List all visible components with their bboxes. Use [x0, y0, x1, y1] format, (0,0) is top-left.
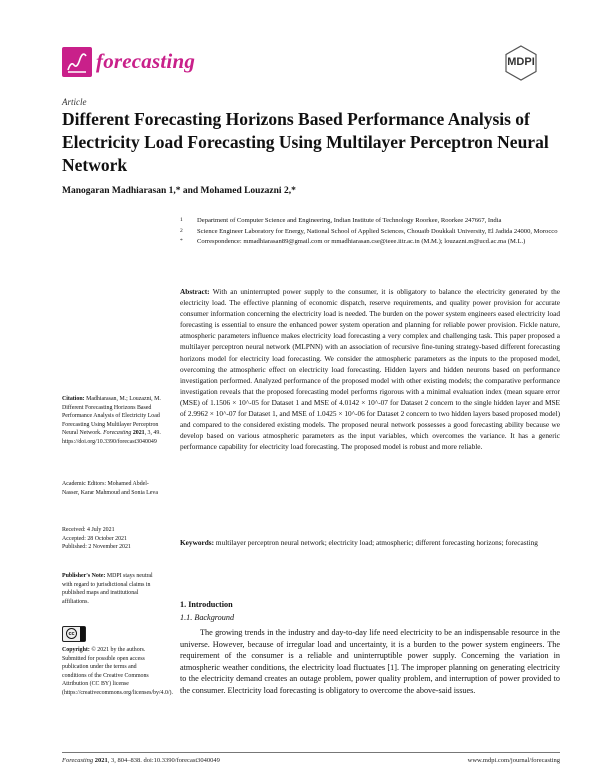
citation-text: Madhiarasan, M.; Louzazni, M. Different Forecasting Horizons Based Performance Analysis of Electricity Load Forecasting Using Multilayer Perceptron Neural Network.: [62, 396, 161, 437]
footer-url[interactable]: www.mdpi.com/journal/forecasting: [467, 757, 560, 764]
copyright-block: [62, 646, 173, 698]
section-heading: 1. Introduction: [180, 600, 233, 609]
copyright-text: © 2021 by the authors. Submitted for possible open access publication under the terms and conditions of the Creative Commons Attribution (CC BY) license (https://creativecommons.org/licenses/by/4.0/).: [62, 647, 173, 696]
received-date: Received: 4 July 2021: [62, 527, 115, 533]
correspondence-text[interactable]: Correspondence: mmadhiarasan89@gmail.com or mmadhiarasan.cse@ieee.iitr.ac.in (M.M.); louzazni.m@ucd.ac.ma (M.L.): [197, 238, 526, 245]
affiliation-item: [180, 216, 560, 226]
affiliation-text: Science Engineer Laboratory for Energy, National School of Applied Sciences, Chouaib Doukkali University, El Jadida 24000, Morocco: [197, 227, 558, 235]
dates-block: [62, 526, 162, 552]
academic-editors: [62, 480, 162, 497]
mdpi-logo[interactable]: [502, 44, 540, 82]
affiliations: [180, 216, 560, 247]
citation-year: 2021: [132, 430, 145, 437]
article-type-label: Article: [62, 97, 87, 107]
accepted-date: Accepted: 28 October 2021: [62, 535, 127, 542]
editors-label: Academic Editors:: [62, 481, 107, 487]
cc-mark: cc: [66, 628, 77, 639]
journal-logo-icon: [62, 47, 92, 77]
mdpi-logo-text: MDPI: [507, 56, 535, 68]
footer-citation: [62, 757, 220, 764]
citation-doi[interactable]: , 3, 49. https://doi.org/10.3390/forecast3040049: [62, 430, 161, 445]
affiliation-text: Department of Computer Science and Engineering, Indian Institute of Technology Roorkee, Roorkee 247667, India: [197, 217, 502, 224]
intro-paragraph: The growing trends in the industry and day-to-day life need electricity to be an indispensable resource in the universe. However, because of irregular load and uncertainty, it is a burden to the power system engineers. The requirement of the consumer is a reliable and uninterruptible power supply. Concerning the variation in atmospheric weather conditions, the electricity load fluctuates [1]. The improper planning on generating electricity to the electricity demand creates an outage problem, power quality problem, and interruption of power provided to the consumer. Electricity load forecasting is obligatory to overcome the above-said issues.: [180, 628, 560, 695]
cc-license-icon[interactable]: [62, 626, 86, 642]
publisher-note: [62, 572, 162, 606]
affiliation-item: [180, 227, 560, 237]
keywords: [180, 537, 560, 548]
cc-by-mark: [80, 627, 85, 641]
article-title: Different Forecasting Horizons Based Performance Analysis of Electricity Load Forecasting Using Multilayer Perceptron Neural Network: [62, 109, 549, 175]
subsection-heading: 1.1. Background: [180, 613, 235, 622]
journal-name[interactable]: forecasting: [96, 49, 196, 73]
citation-journal: Forecasting: [103, 430, 132, 437]
citation-label: Citation:: [62, 396, 85, 402]
published-date: Published: 2 November 2021: [62, 544, 131, 551]
keywords-label: Keywords:: [180, 538, 215, 547]
footer-journal: Forecasting: [62, 757, 94, 764]
authors-line: [62, 186, 296, 196]
citation-block: [62, 395, 162, 447]
footer-divider: [62, 752, 560, 753]
copyright-label: Copyright:: [62, 647, 90, 653]
abstract: [180, 286, 560, 452]
publisher-note-label: Publisher's Note:: [62, 573, 106, 579]
abstract-label: Abstract:: [180, 287, 210, 296]
authors-text: Manogaran Madhiarasan 1,* and Mohamed Louzazni 2,*: [62, 186, 296, 196]
footer-doi[interactable]: , 3, 804–838. doi:10.3390/forecast3040049: [107, 757, 220, 764]
keywords-text: multilayer perceptron neural network; electricity load; atmospheric; different forecasting horizons; forecasting: [215, 538, 538, 547]
affiliation-number: *: [180, 238, 183, 244]
affiliation-number: 2: [180, 227, 183, 234]
editors-text: Mohamed Abdel-Nasser, Karar Mahmoud and Sonia Leva: [62, 481, 158, 496]
footer-year: 2021: [94, 757, 108, 764]
correspondence-item: [180, 237, 560, 247]
publisher-note-text: MDPI stays neutral with regard to jurisdictional claims in published maps and institutional affiliations.: [62, 573, 153, 605]
abstract-text: With an uninterrupted power supply to the consumer, it is obligatory to balance the electricity generated by the electricity load. The effective planning of economic dispatch, reserve requirements, and quality power provision for accurate consumer information concerning the electricity load is needed. The burden on the power system engineers eased electricity load forecasting is essential to ensure the enhanced power system operation and planning for reliable power provision. Fickle nature, atmospheric parameters influence makes electricity load forecasting a very complex and challenging task. This paper proposed a multilayer perceptron neural network (MLPNN) with an association of recursive fine-tuning strategy-based different forecasting horizons model for electricity load forecasting. We consider the atmospheric parameters as the inputs to the proposed model, overcoming the atmospheric effect on electricity load forecasting. Hidden layers and hidden neurons based on performance investigation performed. Analyzed performance of the proposed model with other existing models; the comparative performance investigation reveals that the proposed forecasting model performs rigorous with a minimal evaluation index (mean square error (MSE) of 1.1506 × 10^-05 for Dataset 1 and MSE of 4.0142 × 10^-07 for Dataset 2 concern to the single hidden layer and MSE of 2.9962 × 10^-07 for Dataset 1, and MSE of 1.0425 × 10^-06 for Dataset 2 concern to two hidden layers based proposed model) and compared to the considered existing models. The proposed neural network possesses a good forecasting ability because we develop based on various atmospheric parameters as the input variables, which overcomes the variance. It has a generic performance capability for electricity load forecasting. The proposed model is robust and more reliable.: [180, 287, 560, 452]
affiliation-number: 1: [180, 217, 183, 223]
